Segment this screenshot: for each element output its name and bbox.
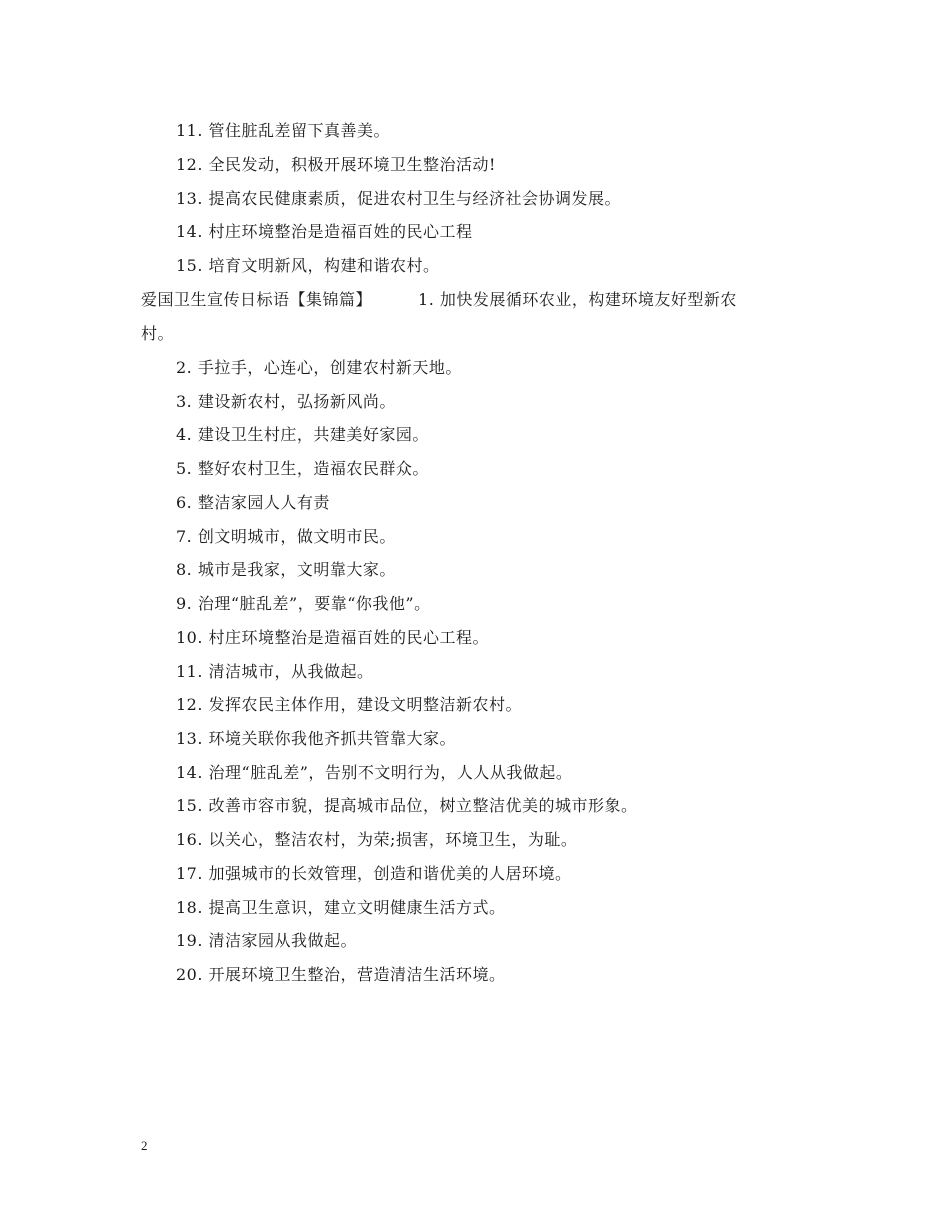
list-item: 5. 整好农村卫生，造福农民群众。	[176, 459, 429, 478]
list-item: 7. 创文明城市，做文明市民。	[176, 527, 396, 546]
list-item: 19. 清洁家园从我做起。	[176, 931, 358, 950]
list-item: 2. 手拉手，心连心，创建农村新天地。	[176, 358, 462, 377]
list-item: 13. 环境关联你我他齐抓共管靠大家。	[176, 729, 457, 748]
list-item: 16. 以关心，整洁农村，为荣;损害，环境卫生，为耻。	[176, 830, 578, 849]
list-item-first-end: 村。	[141, 324, 175, 343]
section-heading: 爱国卫生宣传日标语【集锦篇】	[141, 290, 373, 309]
list-item: 11. 清洁城市，从我做起。	[176, 662, 374, 681]
list-item: 15. 培育文明新风，构建和谐农村。	[176, 256, 440, 275]
list-item: 11. 管住脏乱差留下真善美。	[176, 121, 391, 140]
list-item-first-start: 1. 加快发展循环农业，构建环境友好型新农	[418, 290, 737, 309]
list-item: 17. 加强城市的长效管理，创造和谐优美的人居环境。	[176, 864, 572, 883]
list-item: 12. 发挥农民主体作用，建设文明整洁新农村。	[176, 695, 523, 714]
list-item: 6. 整洁家园人人有责	[176, 493, 330, 512]
list-item: 8. 城市是我家，文明靠大家。	[176, 560, 396, 579]
list-item: 4. 建设卫生村庄，共建美好家园。	[176, 425, 429, 444]
list-item: 13. 提高农民健康素质，促进农村卫生与经济社会协调发展。	[176, 189, 622, 208]
list-item: 20. 开展环境卫生整治，营造清洁生活环境。	[176, 965, 506, 984]
list-item: 14. 治理“脏乱差”，告别不文明行为，人人从我做起。	[176, 763, 573, 782]
list-item: 15. 改善市容市貌，提高城市品位，树立整洁优美的城市形象。	[176, 796, 638, 815]
list-item: 3. 建设新农村，弘扬新风尚。	[176, 392, 396, 411]
list-item: 14. 村庄环境整治是造福百姓的民心工程	[176, 222, 473, 241]
list-item: 12. 全民发动，积极开展环境卫生整治活动!	[176, 155, 496, 174]
section-heading-line	[141, 290, 737, 310]
page-number: 2	[141, 1138, 148, 1153]
list-item: 9. 治理“脏乱差”，要靠“你我他”。	[176, 594, 431, 613]
list-item: 10. 村庄环境整治是造福百姓的民心工程。	[176, 628, 490, 647]
list-item: 18. 提高卫生意识，建立文明健康生活方式。	[176, 898, 506, 917]
